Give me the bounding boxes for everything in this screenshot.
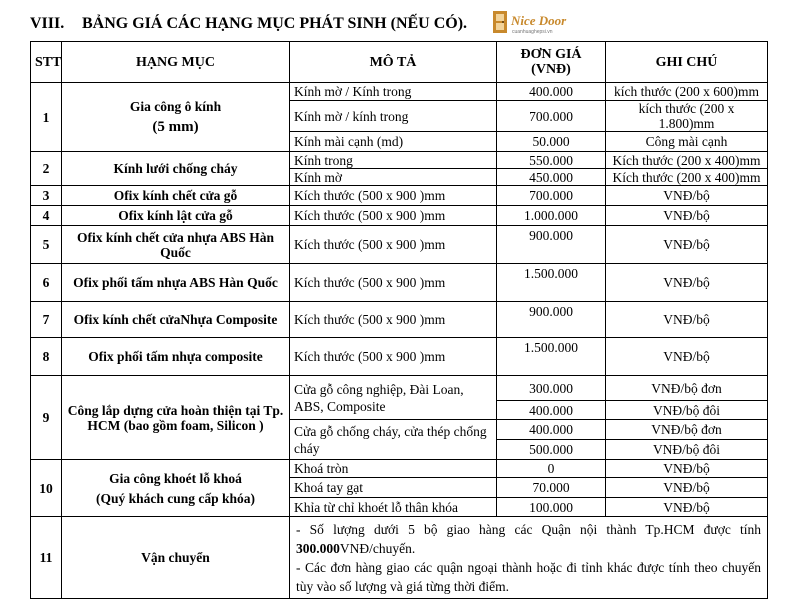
row-note: kích thước (200 x 600)mm: [606, 83, 768, 101]
section-title: BẢNG GIÁ CÁC HẠNG MỤC PHÁT SINH (NẾU CÓ).: [82, 15, 468, 32]
row-stt: 1: [31, 83, 62, 152]
section-heading: [30, 9, 467, 39]
row-desc: Kích thước (500 x 900 )mm: [290, 338, 497, 376]
row-note: VNĐ/bộ đôi: [606, 401, 768, 420]
row-stt: 10: [31, 460, 62, 517]
door-icon: [493, 11, 507, 33]
row-price: 500.000: [497, 440, 606, 460]
row-note: Công mài cạnh: [606, 132, 768, 152]
row-item: Ofix phối tấm nhựa ABS Hàn Quốc: [62, 264, 290, 302]
row-desc: Kính mờ / Kính trong: [290, 83, 497, 101]
row-price: 400.000: [497, 420, 606, 440]
row-note: Kích thước (200 x 400)mm: [606, 152, 768, 169]
row-item-line1: Gia công ô kính: [129, 99, 222, 114]
row-price: 1.500.000: [497, 338, 606, 376]
table-row: [31, 152, 768, 169]
row-price: 1.000.000: [497, 206, 606, 226]
row-item: Ofix kính chết cửa gỗ: [62, 186, 290, 206]
table-row: [31, 460, 768, 478]
row-price: 700.000: [497, 186, 606, 206]
row-desc: Kính mờ: [290, 169, 497, 186]
row-note: VNĐ/bộ đơn: [606, 376, 768, 401]
row-note: VNĐ/bộ: [606, 338, 768, 376]
row-note: VNĐ/bộ: [606, 186, 768, 206]
row-stt: 2: [31, 152, 62, 186]
shipping-notes: [290, 517, 768, 599]
row-item-line1: Gia công khoét lỗ khoá: [109, 470, 242, 486]
row-price: 300.000: [497, 376, 606, 401]
row-stt: 5: [31, 226, 62, 264]
row-stt: 9: [31, 376, 62, 460]
row-stt: 6: [31, 264, 62, 302]
header-note: GHI CHÚ: [606, 42, 768, 83]
shipping-note-1-amount: 300.000: [296, 540, 340, 556]
header-row: [31, 42, 768, 83]
shipping-note-2: - Các đơn hàng giao các quận ngoại thành hoặc đi tỉnh khác được tính theo chuyến tùy vào số lượng và giá từng thời điểm.: [296, 559, 761, 594]
row-note: Kích thước (200 x 400)mm: [606, 169, 768, 186]
table-row: [31, 302, 768, 338]
row-desc: Kích thước (500 x 900 )mm: [290, 302, 497, 338]
table-row: [31, 226, 768, 264]
shipping-note-1: [296, 520, 761, 558]
row-note: VNĐ/bộ: [606, 498, 768, 517]
logo-text: Nice Door: [511, 13, 567, 28]
header-price: ĐƠN GIÁ (VNĐ): [497, 42, 606, 83]
row-item-line2: (Quý khách cung cấp khóa): [95, 490, 256, 506]
row-stt: 8: [31, 338, 62, 376]
row-desc: Kích thước (500 x 900 )mm: [290, 206, 497, 226]
row-item: Kính lưới chống cháy: [62, 152, 290, 186]
row-stt: 11: [31, 517, 62, 599]
row-item: Công lắp dựng cửa hoàn thiện tại Tp. HCM (bao gồm foam, Silicon ): [62, 376, 290, 460]
row-desc: Kính mài cạnh (md): [290, 132, 497, 152]
row-note: VNĐ/bộ: [606, 478, 768, 498]
header-stt: STT: [31, 42, 62, 83]
shipping-note-1-text: - Số lượng dưới 5 bộ giao hàng các Quận nội thành Tp.HCM được tính: [296, 521, 761, 537]
row-desc: Kích thước (500 x 900 )mm: [290, 186, 497, 206]
row-price: 1.500.000: [497, 264, 606, 302]
row-note: kích thước (200 x 1.800)mm: [606, 101, 768, 132]
row-note: VNĐ/bộ đơn: [606, 420, 768, 440]
header-desc: MÔ TẢ: [290, 42, 497, 83]
row-item: [62, 83, 290, 152]
row-price: 900.000: [497, 226, 606, 264]
table-row: [31, 83, 768, 101]
row-note: VNĐ/bộ: [606, 226, 768, 264]
row-price: 400.000: [497, 83, 606, 101]
row-stt: 4: [31, 206, 62, 226]
table-row: [31, 338, 768, 376]
row-stt: 7: [31, 302, 62, 338]
price-table: [30, 41, 768, 599]
row-note: VNĐ/bộ đôi: [606, 440, 768, 460]
row-item-line2: (5 mm): [152, 119, 199, 135]
row-item: Ofix kính chết cửaNhựa Composite: [62, 302, 290, 338]
row-desc: Kính mờ / kính trong: [290, 101, 497, 132]
table-row: [31, 206, 768, 226]
nice-door-logo: [491, 8, 581, 36]
row-note: VNĐ/bộ: [606, 264, 768, 302]
row-desc: Cửa gỗ chống cháy, cửa thép chống cháy: [290, 420, 497, 460]
row-price: 450.000: [497, 169, 606, 186]
row-desc: Kích thước (500 x 900 )mm: [290, 226, 497, 264]
shipping-note-1-unit: VNĐ/chuyến.: [339, 540, 416, 556]
row-price: 550.000: [497, 152, 606, 169]
row-item: [62, 460, 290, 517]
row-stt: 3: [31, 186, 62, 206]
row-price: 100.000: [497, 498, 606, 517]
logo-tagline: cuanhuaghepsi.vn: [512, 29, 553, 35]
row-note: VNĐ/bộ: [606, 302, 768, 338]
row-item: Ofix phối tấm nhựa composite: [62, 338, 290, 376]
row-desc: Khoá tròn: [290, 460, 497, 478]
row-desc: Khỉa từ chỉ khoét lỗ thân khóa: [290, 498, 497, 517]
row-desc: Kích thước (500 x 900 )mm: [290, 264, 497, 302]
row-item: Vận chuyển: [62, 517, 290, 599]
row-note: VNĐ/bộ: [606, 206, 768, 226]
row-desc: Khoá tay gạt: [290, 478, 497, 498]
section-number: VIII.: [30, 15, 65, 32]
table-row: [31, 517, 768, 599]
row-price: 900.000: [497, 302, 606, 338]
header-item: HẠNG MỤC: [62, 42, 290, 83]
row-price: 400.000: [497, 401, 606, 420]
row-price: 70.000: [497, 478, 606, 498]
table-row: [31, 186, 768, 206]
row-price: 0: [497, 460, 606, 478]
row-note: VNĐ/bộ: [606, 460, 768, 478]
row-price: 700.000: [497, 101, 606, 132]
row-item: Ofix kính chết cửa nhựa ABS Hàn Quốc: [62, 226, 290, 264]
row-desc: Cửa gỗ công nghiệp, Đài Loan, ABS, Composite: [290, 376, 497, 420]
table-row: [31, 264, 768, 302]
row-price: 50.000: [497, 132, 606, 152]
table-row: [31, 376, 768, 401]
row-desc: Kính trong: [290, 152, 497, 169]
row-item: Ofix kính lật cửa gỗ: [62, 206, 290, 226]
